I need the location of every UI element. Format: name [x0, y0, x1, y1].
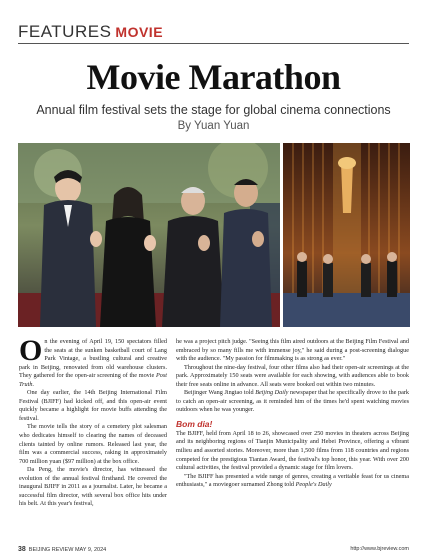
byline: By Yuan Yuan	[177, 120, 250, 132]
main-photo	[18, 143, 280, 327]
paragraph: The BJIFF, held from April 18 to 26, showcased over 250 movies in theaters across Beijing and its neighboring regions of Tianjin Municipality and Hebei Province, offering a vibrant milieu and assorted stories. Moreover, more than 1,500 films from 118 countries and regions competed for the prestigious Tiantan Award, the festival's top honor, this year. With over 200 cultural activities, the festival provided a dynamic stage for film lovers.	[176, 429, 409, 472]
paragraph: he was a project pitch judge. "Seeing this film aired outdoors at the Beijing Film Festival and embraced by so many fills me with immense joy," he said during a post-screening dialogue with the audience. "My passion for filmmaking is as strong as ever."	[176, 338, 409, 363]
article-column-2	[176, 338, 409, 490]
subsection-label: MOVIE	[115, 24, 164, 40]
article-title: Movie Marathon	[86, 57, 341, 97]
paragraph: One day earlier, the 14th Beijing International Film Festival (BJIFF) had kicked off, and this open-air event quickly became a highlight for movie buffs attending the festival.	[19, 389, 167, 422]
red-carpet-photo	[18, 143, 280, 327]
paragraph: The movie tells the story of a cemetery plot salesman who dedicates himself to clearing the names of deceased clients tainted by online rumors. Released last year, the film was a commercial success, raking in approximately 700 million yuan ($97 million) at the box office.	[19, 423, 167, 465]
paragraph: "The BJIFF has presented a wide range of genres, creating a veritable feast for us cinema enthusiasts," a moviegoer surnamed Zhong told People's Daily	[176, 472, 409, 489]
page-number: 38	[18, 546, 26, 553]
issue-label: BEIJING REVIEW MAY 9, 2024	[28, 547, 107, 553]
paragraph: Beijinger Wang Jingtao told Beijing Daily newspaper that he specifically drove to the park to catch an open-air screening, as it reminded him of the times he'd spent watching movies outdoors when he was younger.	[176, 389, 409, 414]
article-column-1	[19, 334, 167, 509]
page-footer-left	[18, 546, 106, 553]
stage-photo	[283, 143, 410, 327]
award-stage-photo	[283, 143, 410, 327]
section-label: FEATURES	[18, 22, 112, 41]
section-header	[18, 22, 163, 42]
drop-cap: O	[19, 334, 43, 367]
paragraph: Throughout the nine-day festival, four other films also had their open-air screenings at the park. Approximately 150 seats were available for each showing, with audiences able to book their free seats online in advance. All seats were booked out within two minutes.	[176, 363, 409, 388]
article-subtitle: Annual film festival sets the stage for global cinema connections	[36, 103, 391, 117]
header-rule	[18, 43, 409, 44]
website-url[interactable]: http://www.bjreview.com	[350, 546, 409, 552]
lead-paragraph: On the evening of April 19, 150 spectators filled the seats at the sunken basketball court of Lang Park Vintage, a bustling cultural and creative park in Beijing, renovated from old warehouse clusters. They gathered for the open-air screening of the movie Post Truth.	[19, 334, 167, 388]
paragraph: Da Peng, the movie's director, has witnessed the evolution of the annual festival firsthand. He covered the inaugural BJIFF in 2011 as a journalist. Later, he became a successful film director, with several box office hits under his belt. At this year's festival,	[19, 466, 167, 508]
subheading: Bom dia!	[176, 418, 213, 429]
